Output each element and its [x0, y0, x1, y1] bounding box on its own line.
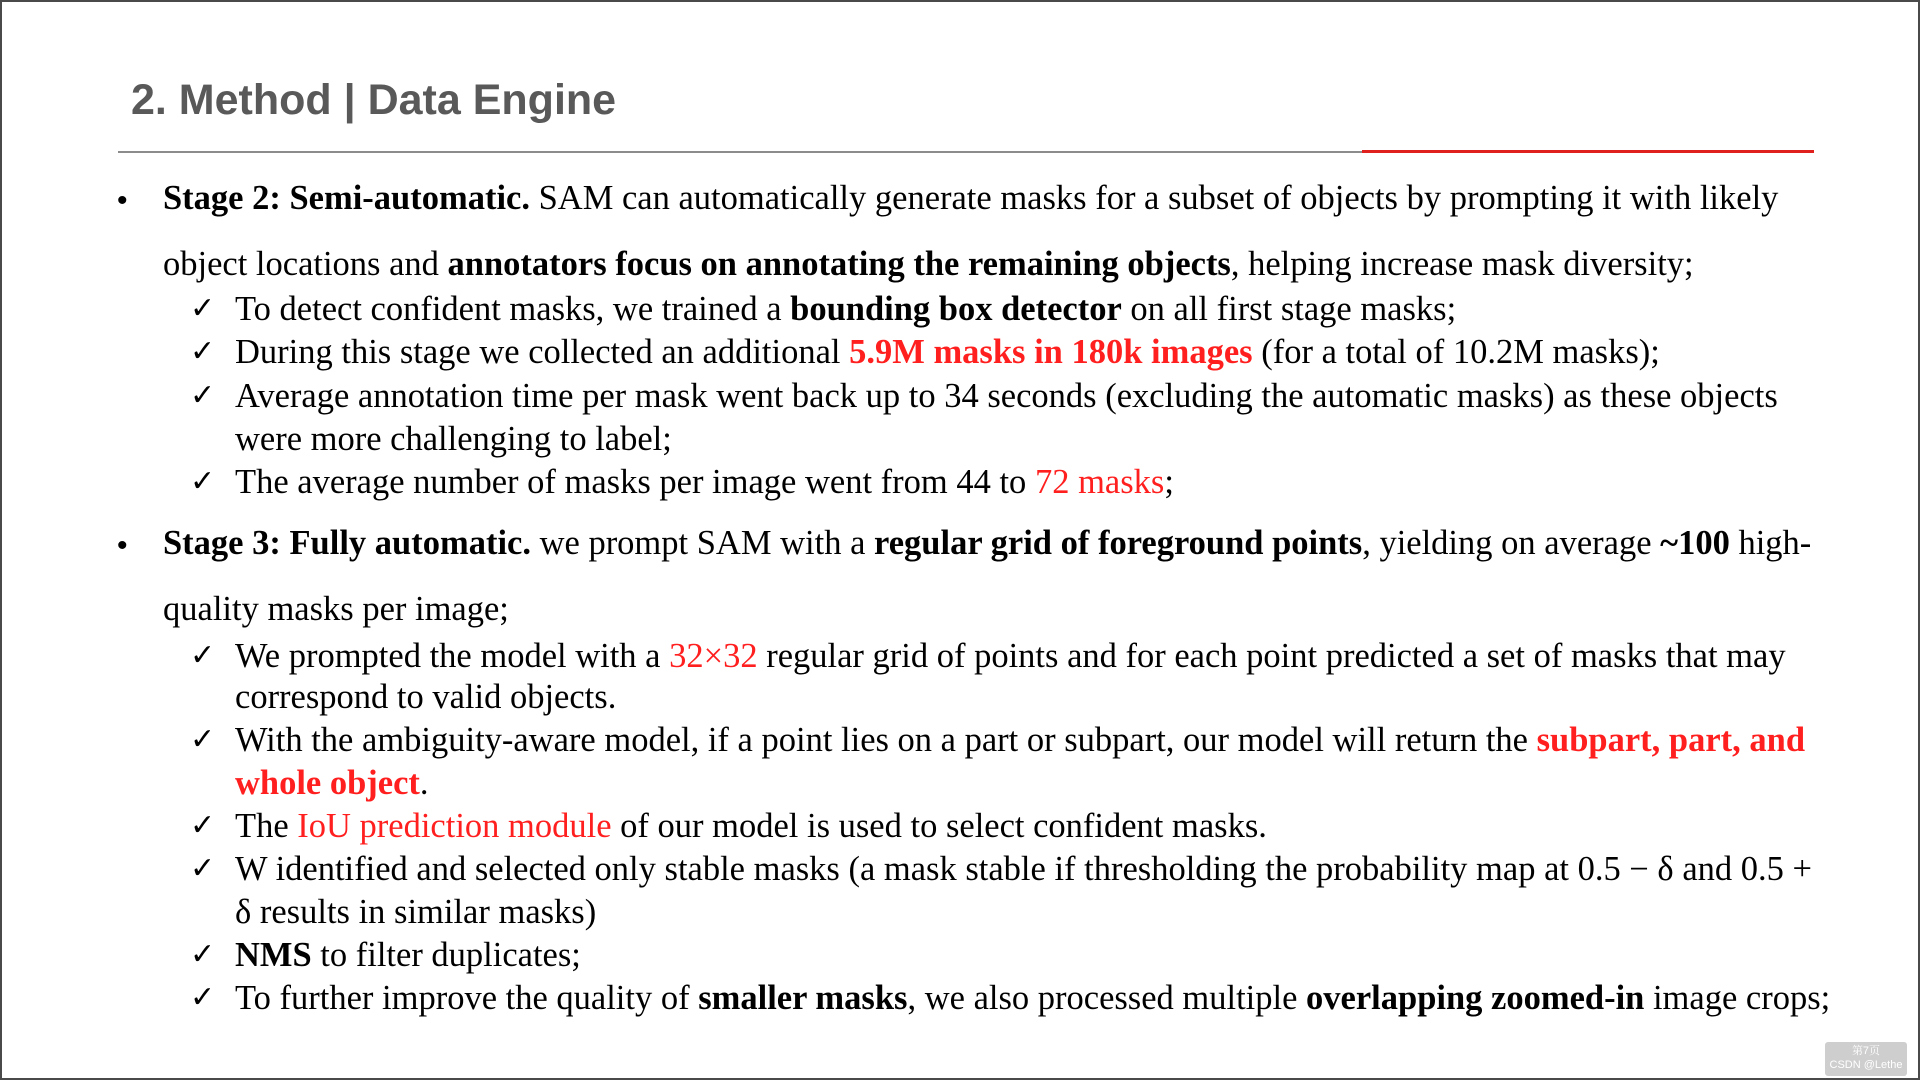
check-icon: ✓	[190, 937, 216, 972]
stage3-heading: Stage 3: Fully automatic.	[163, 524, 531, 562]
stage3-item4-line1: W identified and selected only stable masks (a mask stable if thresholding the probability map at 0.5 − δ and 0.5 +	[235, 850, 1812, 888]
check-icon: ✓	[190, 851, 216, 886]
stage2-item1: To detect confident masks, we trained a bounding box detector on all first stage masks;	[235, 290, 1457, 328]
check-icon: ✓	[190, 464, 216, 499]
stage3-line1: Stage 3: Fully automatic. we prompt SAM with a regular grid of foreground points, yielding on average ~100 high-	[163, 524, 1812, 562]
stage3-item1-line1: We prompted the model with a 32×32 regular grid of points and for each point predicted a set of masks that may	[235, 637, 1786, 675]
stage2-item2: During this stage we collected an additional 5.9M masks in 180k images (for a total of 10.2M masks);	[235, 333, 1660, 371]
stage3-line2: quality masks per image;	[163, 590, 509, 628]
stage3-item5: NMS to filter duplicates;	[235, 936, 581, 974]
title-underline-gray	[118, 151, 1362, 153]
check-icon: ✓	[190, 722, 216, 757]
stage2-line1: Stage 2: Semi-automatic. SAM can automatically generate masks for a subset of objects by prompting it with likely	[163, 179, 1779, 217]
check-icon: ✓	[190, 378, 216, 413]
stage3-item2-line1: With the ambiguity-aware model, if a point lies on a part or subpart, our model will return the subpart, part, and	[235, 721, 1806, 759]
check-icon: ✓	[190, 980, 216, 1015]
stage2-item3-line2: were more challenging to label;	[235, 420, 672, 458]
stage2-heading: Stage 2: Semi-automatic.	[163, 179, 530, 217]
stage2-item4: The average number of masks per image went from 44 to 72 masks;	[235, 463, 1174, 501]
watermark-text: CSDN @Lethe	[1829, 1059, 1903, 1071]
title-underline-red	[1362, 150, 1814, 153]
check-icon: ✓	[190, 808, 216, 843]
stage2-line2: object locations and annotators focus on annotating the remaining objects, helping increase mask diversity;	[163, 245, 1694, 283]
stage3-item4-line2: δ results in similar masks)	[235, 893, 597, 931]
stage3-item3: The IoU prediction module of our model is used to select confident masks.	[235, 807, 1267, 845]
stage3-item6: To further improve the quality of smaller masks, we also processed multiple overlapping zoomed-in image crops;	[235, 979, 1831, 1017]
stage3-item1-line2: correspond to valid objects.	[235, 678, 617, 716]
stage2-item3-line1: Average annotation time per mask went back up to 34 seconds (excluding the automatic masks) as these objects	[235, 377, 1778, 415]
check-icon: ✓	[190, 638, 216, 673]
check-icon: ✓	[190, 291, 216, 326]
check-icon: ✓	[190, 334, 216, 369]
stage3-item2-line2: whole object.	[235, 764, 429, 802]
bullet-stage2: •	[117, 184, 128, 217]
page-counter-icon[interactable]	[1825, 1042, 1907, 1076]
page-counter-label: 第7页	[1851, 1045, 1881, 1057]
slide-title: 2. Method | Data Engine	[131, 76, 617, 124]
bullet-stage3: •	[117, 529, 128, 562]
